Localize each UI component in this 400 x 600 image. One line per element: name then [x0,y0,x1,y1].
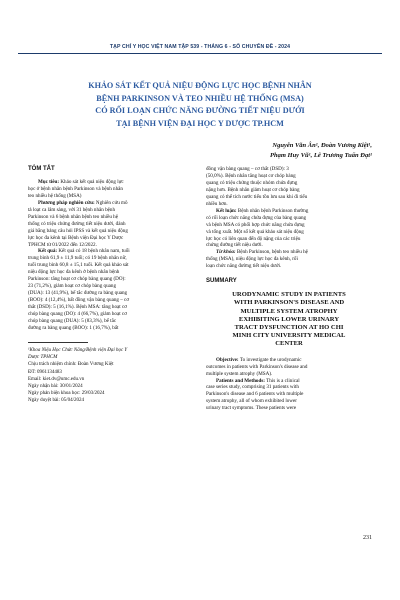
author-list [172,141,372,160]
running-header: TẠP CHÍ Y HỌC VIỆT NAM TẬP 539 - THÁNG 6 - SỐ CHUYÊN ĐỀ - 2024 [109,44,291,50]
results-line: 23 (71,2%), giảm hoạt cơ chóp bàng quang [28,283,116,290]
results-line: niệu động lực học đa kênh ở bệnh nhân bệnh [28,269,120,276]
email: Email: kiet.dv@umc.edu.vn [28,376,85,382]
english-title-line: WITH PARKINSON'S DISEASE AND [233,299,345,307]
keywords-line: loạn chức năng đường tiết niệu dưới. [206,263,282,270]
objective-line [28,179,193,186]
methods-text: Nghiên cứu mô [94,199,128,206]
methods-line: lực học đa kênh tại Bệnh viện Đại học Y Dược [28,234,124,241]
author-line: Phạm Huy Vũ¹, Lê Trương Tuấn Đạt¹ [270,151,372,159]
keywords-line: thống (MSA), niệu động lực học đa kênh, rối [206,256,298,263]
en-methods-line: case series study, comprising 31 patients with [206,384,299,391]
conclusion-line: lực học có liên quan đến độ nặng của các triệu [206,235,301,242]
methods-line: tả loạt ca lâm sàng, với 31 bệnh nhân bệnh [28,206,115,213]
review-date: Ngày phản biện khoa học: 29/03/2024 [28,391,105,397]
conclusion-text: Bệnh nhân bệnh Parkinson thường [236,207,309,214]
affiliation-line: ¹Khoa Niệu Học Chức Năng/Bệnh viện Đại học Y [28,347,128,353]
conclusion-label: Kết luận: [216,207,237,214]
objective-label: Mục tiêu: [38,178,60,185]
conclusion-line: và bệnh MSA có phối hợp chức năng chứa đựng [206,221,305,228]
en-objective-line: outcomes in patients with Parkinson's disease and [206,363,308,370]
results-line: Parkinson: tăng hoạt cơ chóp bàng quang (DO): [28,276,126,283]
results-text: Kết quả có 18 bệnh nhân nam, tuổi [57,248,130,255]
results-line: tuổi trung bình 60,8 ± 15,1 tuổi. Kết quả khảo sát [28,262,129,269]
keywords-text: Bệnh Parkinson, bệnh teo nhiều hệ [235,249,308,256]
results-line: chóp bàng quang (DUA): 5 (83,3%), bế tắc [28,318,117,325]
results-line: chóp bàng quang (DO): 4 (66,7%), giảm hoạt cơ [28,311,127,318]
results-line: nặng hơn. Bệnh nhân giảm hoạt cơ chóp bàng [206,186,300,193]
affiliation-line: Dược TPHCM [28,355,58,361]
english-title-line: TRACT DYSFUNCTION AT HO CHI [234,324,344,332]
results-line: đồng vận bàng quang – cơ thắt (DSD): 3 [206,166,289,172]
conclusion-line: có rối loạn chức năng chứa đựng của bàng quang [206,214,307,221]
summary-heading: SUMMARY [206,278,237,285]
received-date: Ngày nhận bài: 30/01/2024 [28,383,83,389]
en-objective-label: Objective: [216,356,239,363]
methods-line: TPHCM từ 01/2022 đến 12/2022. [28,241,97,248]
en-methods-line: Parkinson's disease and 6 patients with multiple [206,391,304,398]
header-divider [18,53,382,54]
title-line: BỆNH PARKINSON VÀ TEO NHIỀU HỆ THỐNG (MSA) [96,93,304,103]
en-methods-line: urinary tract symptoms. These patients were [206,405,297,412]
english-title-line: MINH CITY UNIVERSITY MEDICAL [232,332,346,340]
left-column [28,166,193,405]
objective-line: teo nhiều hệ thống (MSA) [28,192,82,199]
footnotes [28,347,193,405]
keywords-line [206,249,372,256]
en-objective-text: To investigate the urodynamic [238,356,302,363]
results-label: Kết quả: [38,248,58,255]
author-line: Nguyễn Văn Ân¹, Đoàn Vương Kiệt¹, [272,142,372,149]
abstract-heading: TÓM TẮT [28,166,55,172]
results-line: trung bình 61,9 ± 11,9 tuổi; có 19 bệnh nhân nữ, [28,255,127,262]
en-objective-line: multiple system atrophy (MSA). [206,370,273,377]
title-line: CÓ RỐI LOẠN CHỨC NĂNG ĐƯỜNG TIẾT NIỆU DƯỚI [95,106,305,115]
accepted-date: Ngày duyệt bài: 05/04/2024 [28,398,84,404]
english-title-line: MULTIPLE SYSTEM ATROPHY [240,307,338,315]
objective-line: học ở bệnh nhân bệnh Parkinson và bệnh nhân [28,185,123,192]
conclusion-line: và tống xuất. Một số kết quả khảo sát niệu động [206,228,304,235]
results-line: thắt (DSD): 5 (16,1%). Bệnh MSA: tăng hoạt cơ [28,304,127,311]
results-line: đường ra bàng quang (BOO): 1 (16,7%), bất [28,324,119,331]
english-title-line: CENTER [275,340,303,348]
results-line [28,248,193,255]
methods-line: giá bằng bảng câu hỏi IPSS và kết quả niệu động [28,227,128,234]
results-line: nhiều hơn. [206,200,228,207]
methods-label: Phương pháp nghiên cứu: [38,199,95,206]
title-line: TẠI BỆNH VIỆN ĐẠI HỌC Y DƯỢC TP.HCM [116,118,284,128]
results-line: (50,0%). Bệnh nhân tăng hoạt cơ chóp bàng [206,172,296,179]
keywords-label: Từ khóa: [216,249,236,256]
right-column [206,166,372,412]
results-line: (BOO): 4 (12,4%), bất đồng vận bàng quang – cơ [28,297,130,304]
en-methods-text: This is a clinical [264,377,300,384]
title-line: KHẢO SÁT KẾT QUẢ NIỆU ĐỘNG LỰC HỌC BỆNH NHÂN [88,81,312,90]
article-title [40,80,360,130]
footnote-divider [28,342,88,343]
en-methods-line [206,378,372,385]
corresponding-author: Chịu trách nhiệm chính: Đoàn Vương Kiệt [28,362,114,368]
english-title-line: EXHIBITING LOWER URINARY [238,315,340,323]
phone: ĐT: 0961134483 [28,369,62,375]
en-objective-line [206,357,372,364]
en-methods-line: system atrophy, all of whom exhibited lower [206,398,297,405]
english-title [206,291,372,348]
results-line: (DUA): 13 (41,9%), bế tắc đường ra bàng quang [28,290,128,297]
page-number: 231 [363,535,372,541]
objective-text: Khảo sát kết quả niệu động lực [59,178,124,185]
conclusion-line [206,208,372,215]
conclusion-line: chứng đường tiết niệu dưới. [206,242,263,249]
results-line: quang có triệu chứng thuộc nhóm chứa đựng [206,179,298,186]
results-line: quang có thể tích nước tiểu tồn lưu sau khi đi tiểu [206,193,308,200]
en-methods-label: Patients and Methods: [216,377,265,384]
methods-line [28,200,193,207]
english-title-line: URODYNAMIC STUDY IN PATIENTS [232,291,346,299]
methods-line: Parkinson và 6 bệnh nhân bệnh teo nhiều hệ [28,213,118,220]
methods-line: thống có triệu chứng đường tiết niệu dưới, đánh [28,220,126,227]
